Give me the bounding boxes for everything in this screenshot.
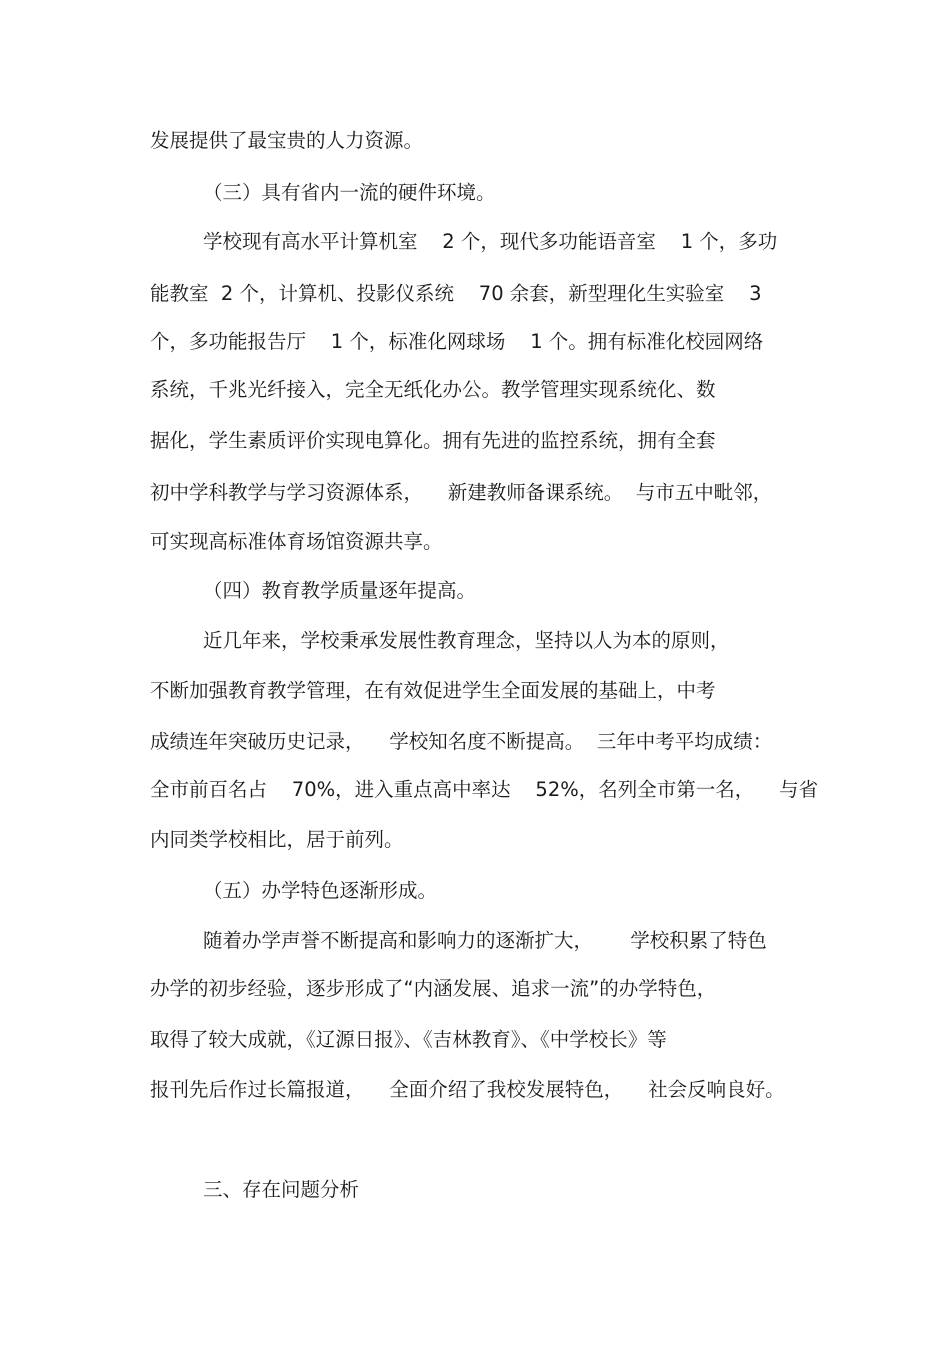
paragraph-line-3: 学校现有高水平计算机室 2 个，现代多功能语音室 1 个，多功 (203, 230, 778, 253)
section-heading-4: （四）教育教学质量逐年提高。 (203, 579, 477, 602)
paragraph-line-15: 内同类学校相比，居于前列。 (150, 828, 404, 851)
paragraph-line-8: 初中学科教学与学习资源体系， 新建教师备课系统。 与市五中毗邻， (150, 481, 773, 504)
paragraph-line-18: 办学的初步经验，逐步形成了“内涵发展、追求一流”的办学特色， (150, 977, 717, 1000)
section-heading-5: （五）办学特色逐渐形成。 (203, 879, 438, 902)
paragraph-line-20: 报刊先后作过长篇报道， 全面介绍了我校发展特色， 社会反响良好。 (150, 1078, 785, 1101)
paragraph-line-19: 取得了较大成就，《辽源日报》、《吉林教育》、《中学校长》等 (150, 1028, 667, 1051)
paragraph-line-17: 随着办学声誉不断提高和影响力的逐渐扩大， 学校积累了特色 (203, 929, 767, 952)
paragraph-line-13: 成绩连年突破历史记录， 学校知名度不断提高。 三年中考平均成绩： (150, 730, 773, 753)
paragraph-line-12: 不断加强教育教学管理，在有效促进学生全面发展的基础上，中考 (150, 679, 716, 702)
paragraph-line-4: 能教室 2 个，计算机、投影仪系统 70 余套，新型理化生实验室 3 (150, 282, 762, 305)
paragraph-line-1: 发展提供了最宝贵的人力资源。 (150, 129, 424, 152)
paragraph-line-11: 近几年来，学校秉承发展性教育理念，坚持以人为本的原则， (203, 629, 730, 652)
paragraph-line-5: 个，多功能报告厅 1 个，标准化网球场 1 个。拥有标准化校园网络 (150, 330, 764, 353)
paragraph-line-6: 系统，千兆光纤接入，完全无纸化办公。教学管理实现系统化、数 (150, 378, 716, 401)
chapter-heading-3: 三、存在问题分析 (203, 1178, 360, 1201)
paragraph-line-9: 可实现高标准体育场馆资源共享。 (150, 530, 443, 553)
paragraph-line-7: 据化，学生素质评价实现电算化。拥有先进的监控系统，拥有全套 (150, 429, 716, 452)
paragraph-line-14: 全市前百名占 70%，进入重点高中率达 52%，名列全市第一名， 与省 (150, 778, 819, 801)
section-heading-3: （三）具有省内一流的硬件环境。 (203, 181, 496, 204)
